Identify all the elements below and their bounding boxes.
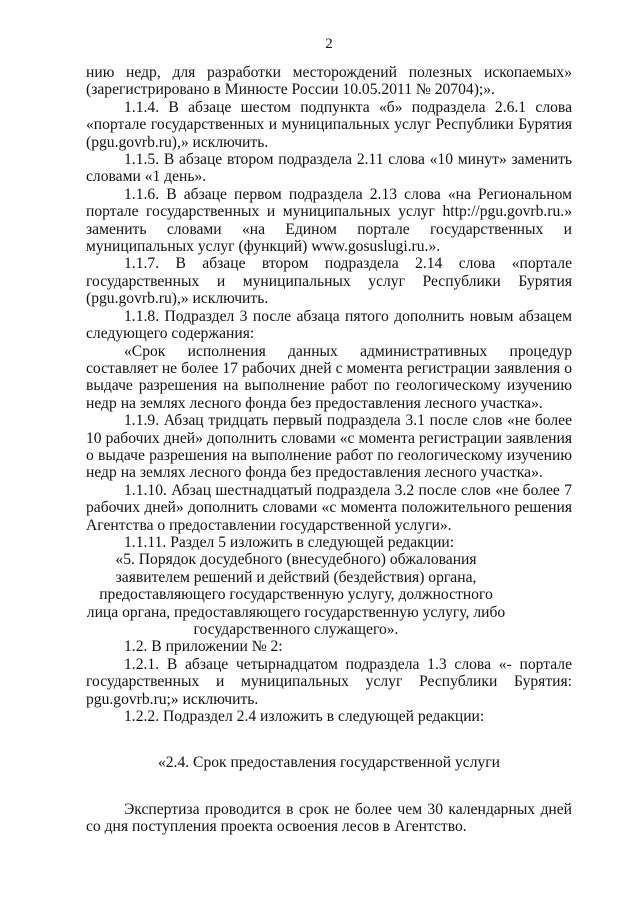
quoted-paragraph-deadline: «Срок исполнения данных административных процедур составляет не более 17 рабочих дней с момента регистрации заявления о выдаче разрешения на выполнение работ по геологическому изучению недр на землях лесного фонда без предоставления лесного участка». xyxy=(86,342,572,412)
paragraph-1-1-9: 1.1.9. Абзац тридцать первый подраздела 3.1 после слов «не более 10 рабочих дней» дополнить словами «с момента регистрации заявления о выдаче разрешения на выполнение работ по геологическому изучению недр на землях лесного фонда без предоставления лесного участка». xyxy=(86,412,572,482)
paragraph-1-1-10: 1.1.10. Абзац шестнадцатый подраздела 3.2 после слов «не более 7 рабочих дней» дополнить словами «с момента положительного решения Агентства о предоставлении государственной услуги». xyxy=(86,481,572,534)
paragraph-1-2-2: 1.2.2. Подраздел 2.4 изложить в следующей редакции: xyxy=(124,708,485,726)
spacer xyxy=(86,725,572,754)
document-body xyxy=(86,64,572,836)
paragraph-1-1-5: 1.1.5. В абзаце втором подраздела 2.11 слова «10 минут» заменить словами «1 день». xyxy=(86,151,572,186)
section-5-heading: «5. Порядок досудебного (внесудебного) обжалования заявителем решений и действий (бездействия) органа, предоставляющего государственную услугу, должностного лица органа, предоставляющего государственную услугу, либо государственного служащего». xyxy=(86,551,506,638)
spacer xyxy=(86,772,572,801)
paragraph-1-2: 1.2. В приложении № 2: xyxy=(124,638,283,656)
paragraph-expertise: Экспертиза проводится в срок не более чем 30 календарных дней со дня поступления проекта освоения лесов в Агентство. xyxy=(86,800,572,836)
subsection-2-4-heading: «2.4. Срок предоставления государственной услуги xyxy=(157,754,501,772)
paragraph-1-2-1: 1.2.1. В абзаце четырнадцатом подраздела 1.3 слова «- портале государственных и муниципальных услуг Республики Бурятия: pgu.govrb.ru;» исключить. xyxy=(86,655,572,708)
page-number: 2 xyxy=(325,36,333,52)
paragraph-1-1-8: 1.1.8. Подраздел 3 после абзаца пятого дополнить новым абзацем следующего содержания: xyxy=(86,307,572,343)
paragraph-1-1-7: 1.1.7. В абзаце втором подраздела 2.14 слова «портале государственных и муниципальных услуг Республики Бурятия (pgu.govrb.ru),» исключить. xyxy=(86,255,572,308)
paragraph-1-1-11: 1.1.11. Раздел 5 изложить в следующей редакции: xyxy=(124,533,455,551)
paragraph-continuation: нию недр, для разработки месторождений полезных ископаемых» (зарегистрировано в Минюсте России 10.05.2011 № 20704);». xyxy=(86,64,572,99)
paragraph-1-1-4: 1.1.4. В абзаце шестом подпункта «б» подраздела 2.6.1 слова «портале государственных и муниципальных услуг Республики Бурятия (pgu.govrb.ru),» исключить. xyxy=(86,98,572,151)
paragraph-1-1-6: 1.1.6. В абзаце первом подраздела 2.13 слова «на Региональном портале государственных и муниципальных услуг http://pgu.govrb.ru.» заменить словами «на Едином портале государственных и муниципальных услуг (функций) www.gosuslugi.ru.». xyxy=(86,185,572,256)
